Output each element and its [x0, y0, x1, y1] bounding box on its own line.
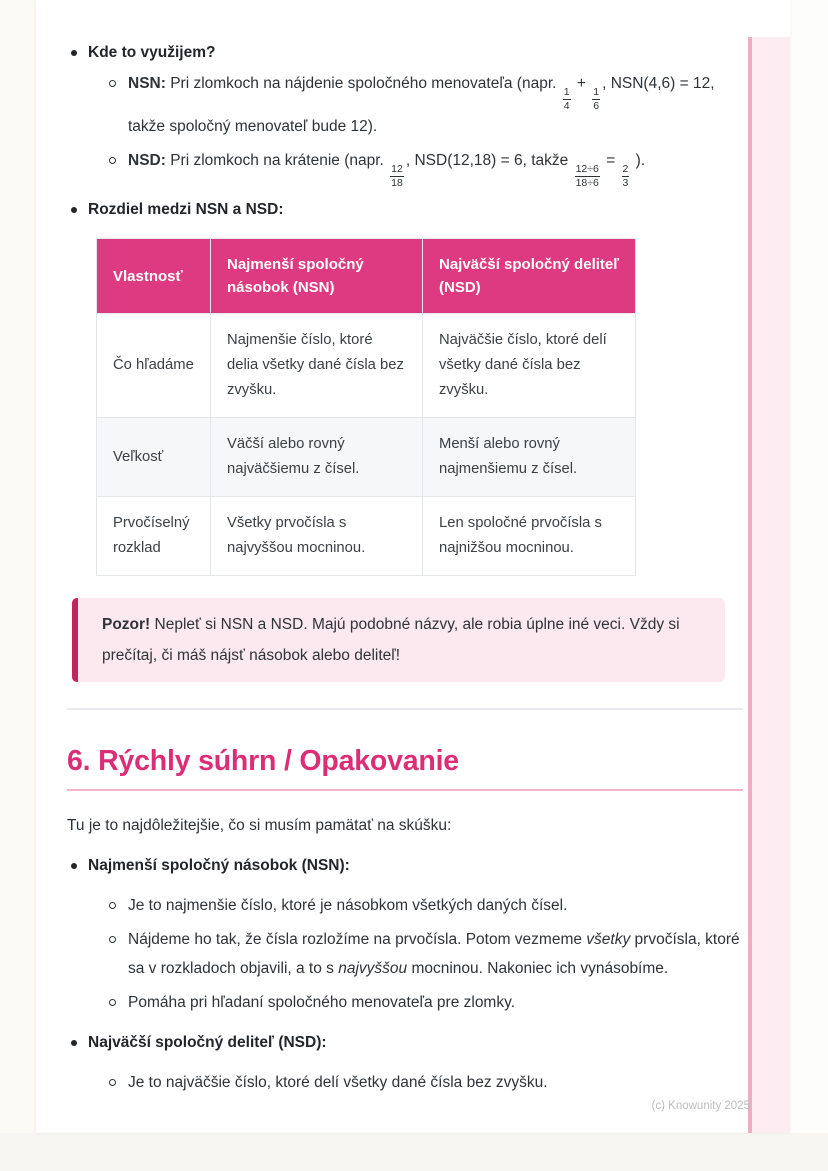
page-content — [67, 0, 743, 1102]
list-item — [67, 195, 743, 224]
table-header-cell: Vlastnosť — [97, 239, 211, 314]
table-row — [97, 418, 636, 497]
table-cell: Menší alebo rovný najmenšiemu z čísel. — [423, 418, 636, 497]
list-item-text: Je to najväčšie číslo, ktoré delí všetky dané čísla bez zvyšku. — [128, 1074, 548, 1092]
list-item-text: Nájdeme ho tak, že čísla rozložíme na prvočísla. Potom vezmeme všetky prvočísla, ktoré sa v rozkladoch objavili, a to s najvyššou mocninou. Nakoniec ich vynásobíme. — [128, 931, 740, 978]
sub-list — [67, 891, 743, 1017]
bullet-icon — [71, 207, 77, 213]
background-right-margin — [790, 0, 828, 1171]
list-item-text: Najmenší spoločný násobok (NSN): — [88, 857, 350, 875]
table-row — [97, 314, 636, 418]
heading-underline — [67, 789, 743, 791]
fraction: $\frac{12}{18}$ — [391, 163, 403, 189]
page-edge-accent-strip — [748, 37, 790, 1133]
list-item-text: Pomáha pri hľadaní spoločného menovateľa pre zlomky. — [128, 994, 516, 1012]
warning-callout — [72, 598, 725, 682]
table-header-row — [97, 239, 636, 314]
list-item — [108, 146, 743, 189]
circle-bullet-icon — [109, 902, 116, 909]
table-cell: Najmenšie číslo, ktoré delia všetky dané čísla bez zvyšku. — [211, 314, 423, 418]
sub-list — [67, 1068, 743, 1097]
fraction: $\frac{2}{3}$ — [622, 163, 629, 189]
warning-callout-text: Pozor! Nepleť si NSN a NSD. Majú podobné názvy, ale robia úplne iné veci. Vždy si prečítaj, či máš nájsť násobok alebo deliteľ! — [102, 616, 680, 665]
table-header-cell: Najväčší spoločný deliteľ (NSD) — [423, 239, 636, 314]
table-row — [97, 497, 636, 576]
circle-bullet-icon — [109, 80, 116, 87]
list-item-text: Kde to využijem? — [88, 44, 216, 61]
fraction: $\frac{1}{4}$ — [563, 86, 570, 112]
intro-paragraph: Tu je to najdôležitejšie, čo si musím pamätať na skúšku: — [67, 817, 452, 835]
section-heading: 6. Rýchly súhrn / Opakovanie — [67, 745, 459, 778]
list-item — [108, 891, 743, 920]
list-item — [108, 988, 743, 1017]
table-cell: Veľkosť — [97, 418, 211, 497]
table-cell: Najväčšie číslo, ktoré delí všetky dané čísla bez zvyšku. — [423, 314, 636, 418]
table-cell: Všetky prvočísla s najvyššou mocninou. — [211, 497, 423, 576]
list-item — [67, 38, 743, 67]
watermark: (c) Knowunity 2025 — [651, 1100, 750, 1112]
circle-bullet-icon — [109, 999, 116, 1006]
circle-bullet-icon — [109, 936, 116, 943]
fraction: $\frac{12\div 6}{18\div 6}$ — [575, 163, 599, 189]
table-cell: Len spoločné prvočísla s najnižšou mocninou. — [423, 497, 636, 576]
list-item-text: Najväčší spoločný deliteľ (NSD): — [88, 1034, 327, 1052]
list-item-text: Rozdiel medzi NSN a NSD: — [88, 201, 284, 219]
comparison-table — [96, 238, 636, 576]
list-item-text: Je to najmenšie číslo, ktoré je násobkom všetkých daných čísel. — [128, 897, 568, 915]
table-cell: Čo hľadáme — [97, 314, 211, 418]
table-cell: Väčší alebo rovný najväčšiemu z čísel. — [211, 418, 423, 497]
section-divider — [67, 708, 743, 710]
circle-bullet-icon — [109, 157, 116, 164]
list-item-text: NSD: Pri zlomkoch na krátenie (napr. $\frac{12}{18}$ , NSD(12,18) = 6, takže $\frac{12\div 6}{18\div 6}$ = $\frac{2}{3}$ ). — [128, 152, 646, 189]
list-item — [67, 851, 743, 880]
fraction: $\frac{1}{6}$ — [593, 86, 600, 112]
bullet-icon — [71, 1040, 77, 1046]
bullet-icon — [71, 863, 77, 869]
list-item-text: NSN: Pri zlomkoch na nájdenie spoločného menovateľa (napr. $\frac{1}{4}$ + $\frac{1}{6}$ , NSN(4,6) = 12, takže spoločný menovateľ bude 12). — [128, 75, 715, 136]
list-item — [108, 69, 743, 141]
table-header-cell: Najmenší spoločný násobok (NSN) — [211, 239, 423, 314]
list-item — [108, 1068, 743, 1097]
list-item — [108, 925, 743, 983]
list-item — [67, 1028, 743, 1057]
background-bottom-margin — [0, 1133, 828, 1171]
table-cell: Prvočíselný rozklad — [97, 497, 211, 576]
circle-bullet-icon — [109, 1079, 116, 1086]
bullet-icon — [71, 50, 77, 56]
document-page — [36, 0, 790, 1133]
